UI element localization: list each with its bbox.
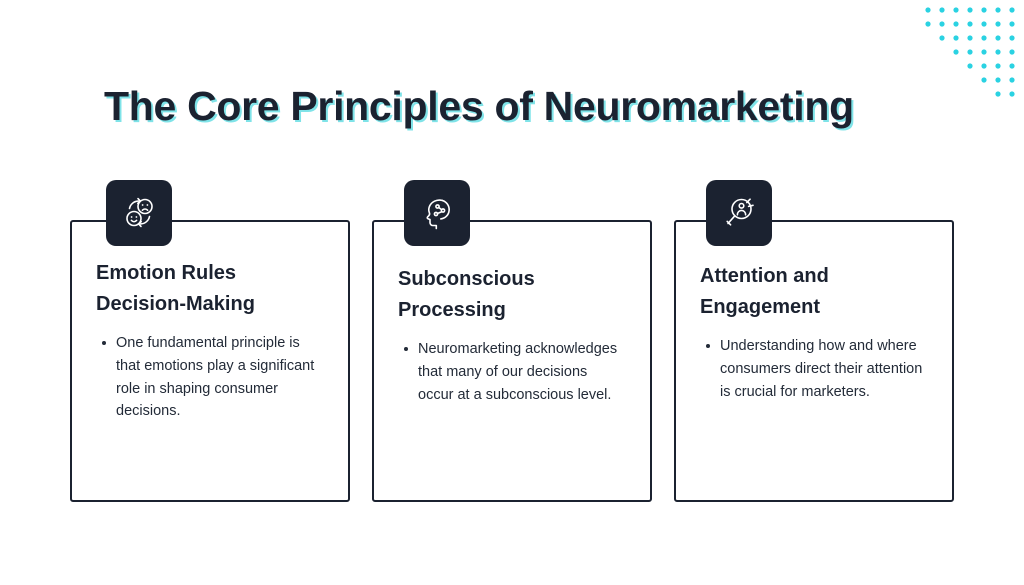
brain-head-icon — [404, 180, 470, 246]
list-item: Understanding how and where consumers direct their attention is crucial for marketers. — [718, 335, 928, 403]
card-bullet-list — [398, 338, 626, 406]
principle-card-2 — [372, 220, 652, 502]
dot-grid-decoration — [914, 0, 1024, 110]
card-heading: Subconscious Processing — [398, 268, 535, 321]
principle-card-1 — [70, 220, 350, 502]
page-title: The Core Principles of Neuromarketing — [104, 83, 854, 130]
card-bullet-list — [700, 335, 928, 403]
card-heading: Attention and Engagement — [700, 265, 829, 318]
list-item: Neuromarketing acknowledges that many of our decisions occur at a subconscious level. — [416, 338, 626, 406]
card-bullet-list — [96, 332, 324, 423]
magnifier-person-icon — [706, 180, 772, 246]
principle-card-3 — [674, 220, 954, 502]
list-item: One fundamental principle is that emotions play a significant role in shaping consumer decisions. — [114, 332, 324, 423]
principles-card-group — [70, 220, 954, 502]
card-heading: Emotion Rules Decision-Making — [96, 262, 255, 315]
emotion-faces-icon — [106, 180, 172, 246]
